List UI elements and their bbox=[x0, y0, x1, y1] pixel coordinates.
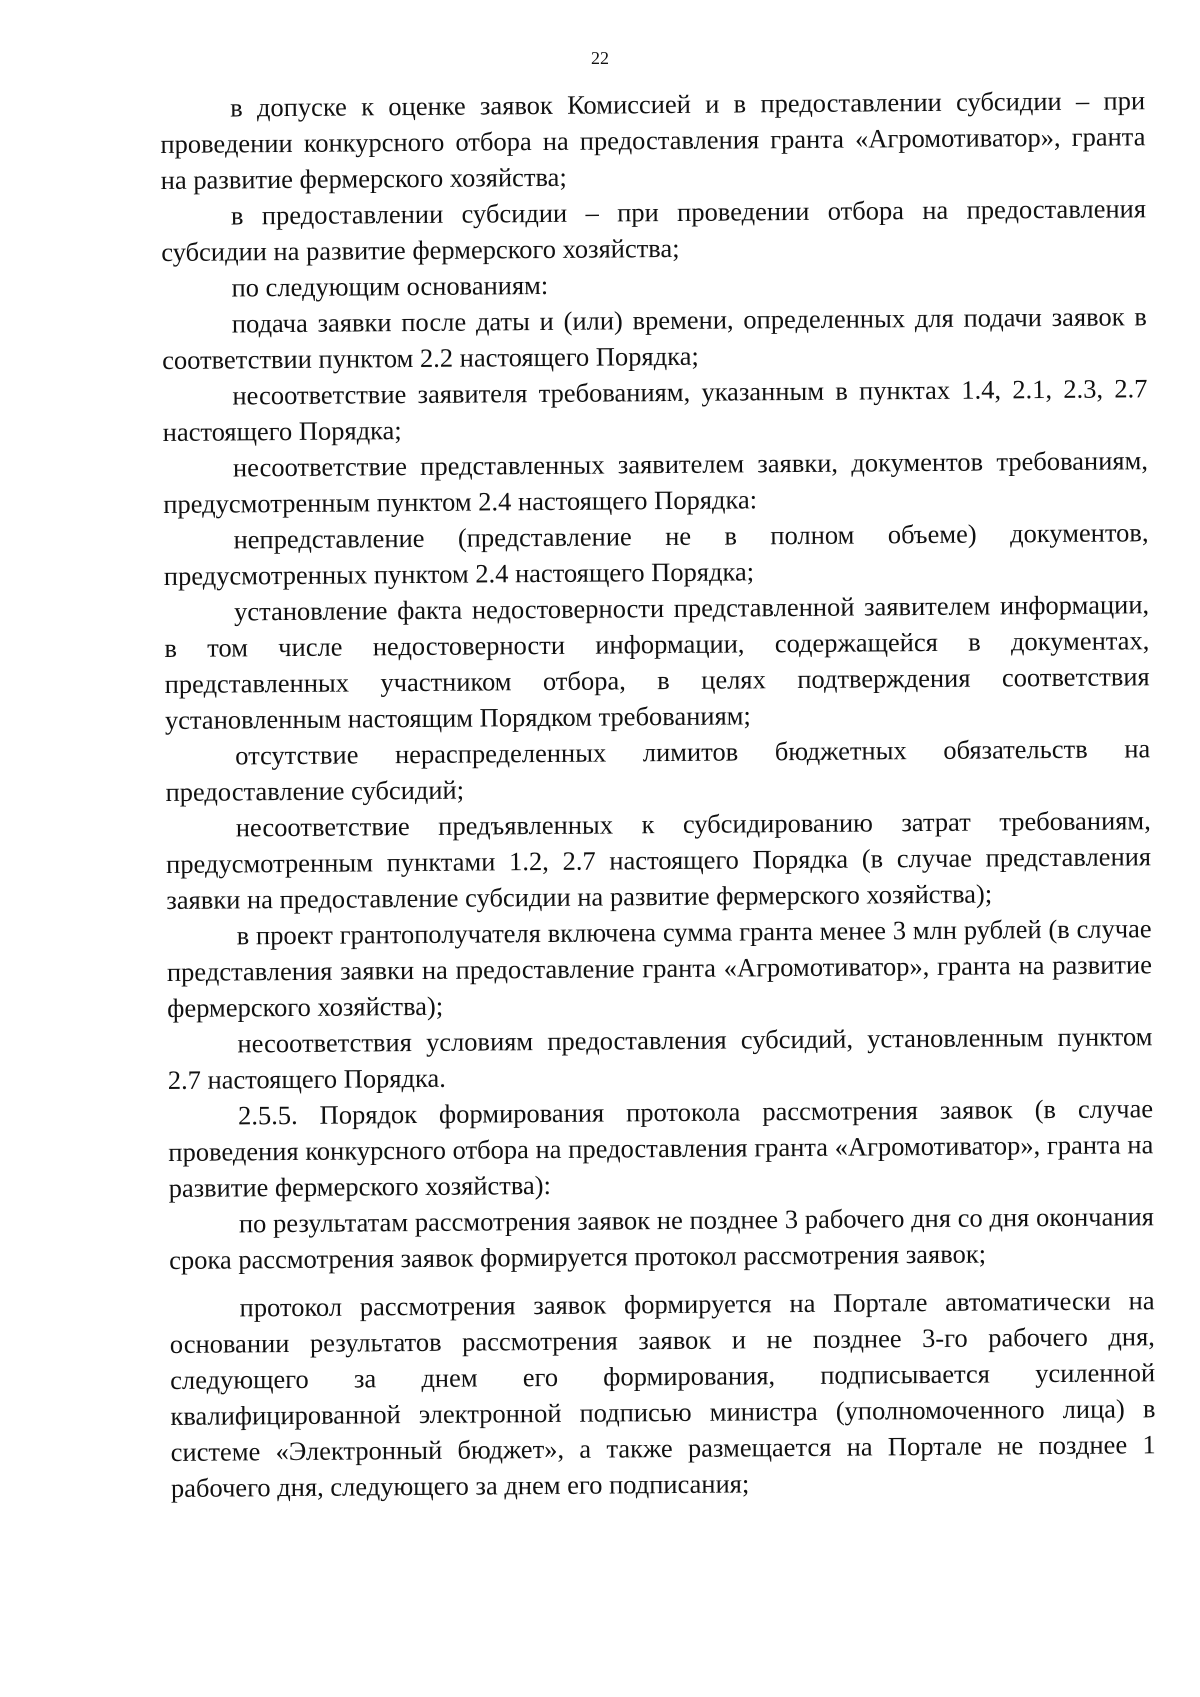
paragraph: в предоставлении субсидии – при проведении отбора на предоставления субсидии на развитие фермерского хозяйства; bbox=[161, 193, 1147, 267]
paragraph: в допуске к оценке заявок Комиссией и в предоставлении субсидии – при проведении конкурсного отбора на предоставления гранта «Агромотиватор», гранта на развитие фермерского хозяйства; bbox=[160, 85, 1146, 195]
paragraph: установление факта недостоверности представленной заявителем информации, в том числе недостоверности информации, содержащейся в документах, представленных участником отбора, в целях подтверждения соответствия установленным настоящим Порядком требованиям; bbox=[164, 589, 1150, 735]
paragraph: отсутствие нераспределенных лимитов бюджетных обязательств на предоставление субсидий; bbox=[165, 733, 1151, 807]
paragraph: 2.5.5. Порядок формирования протокола рассмотрения заявок (в случае проведения конкурсного отбора на предоставления гранта «Агромотиватор», гранта на развитие фермерского хозяйства): bbox=[168, 1093, 1154, 1203]
paragraph: в проект грантополучателя включена сумма гранта менее 3 млн рублей (в случае представления заявки на предоставление гранта «Агромотиватор», гранта на развитие фермерского хозяйства); bbox=[166, 913, 1153, 1023]
paragraph: несоответствие предъявленных к субсидированию затрат требованиям, предусмотренным пунктами 1.2, 2.7 настоящего Порядка (в случае представления заявки на предоставление субсидии на развитие фермерского хозяйства); bbox=[165, 805, 1152, 915]
paragraph: протокол рассмотрения заявок формируется на Портале автоматически на основании результатов рассмотрения заявок и не позднее 3-го рабочего дня, следующего за днем его формирования, подписывается усиленной квалифицированной электронной подписью министра (уполномоченного лица) в системе «Электронный бюджет», а также размещается на Портале не позднее 1 рабочего дня, следующего за днем его подписания; bbox=[169, 1285, 1156, 1503]
paragraph: по результатам рассмотрения заявок не позднее 3 рабочего дня со дня окончания срока рассмотрения заявок формируется протокол рассмотрения заявок; bbox=[169, 1201, 1154, 1275]
paragraph: несоответствие заявителя требованиям, указанным в пунктах 1.4, 2.1, 2.3, 2.7 настоящего Порядка; bbox=[162, 373, 1148, 447]
paragraph: несоответствия условиям предоставления субсидий, установленным пунктом 2.7 настоящего Порядка. bbox=[167, 1021, 1153, 1095]
paragraph: непредставление (представление не в полном объеме) документов, предусмотренных пунктом 2.4 настоящего Порядка; bbox=[163, 517, 1149, 591]
paragraph: несоответствие представленных заявителем заявки, документов требованиям, предусмотренным пунктом 2.4 настоящего Порядка: bbox=[163, 445, 1149, 519]
paragraph: подача заявки после даты и (или) времени, определенных для подачи заявок в соответствии пунктом 2.2 настоящего Порядка; bbox=[162, 301, 1147, 375]
paragraph: по следующим основаниям: bbox=[231, 269, 549, 303]
page-number: 22 bbox=[591, 48, 609, 68]
document-body bbox=[160, 82, 1156, 1506]
